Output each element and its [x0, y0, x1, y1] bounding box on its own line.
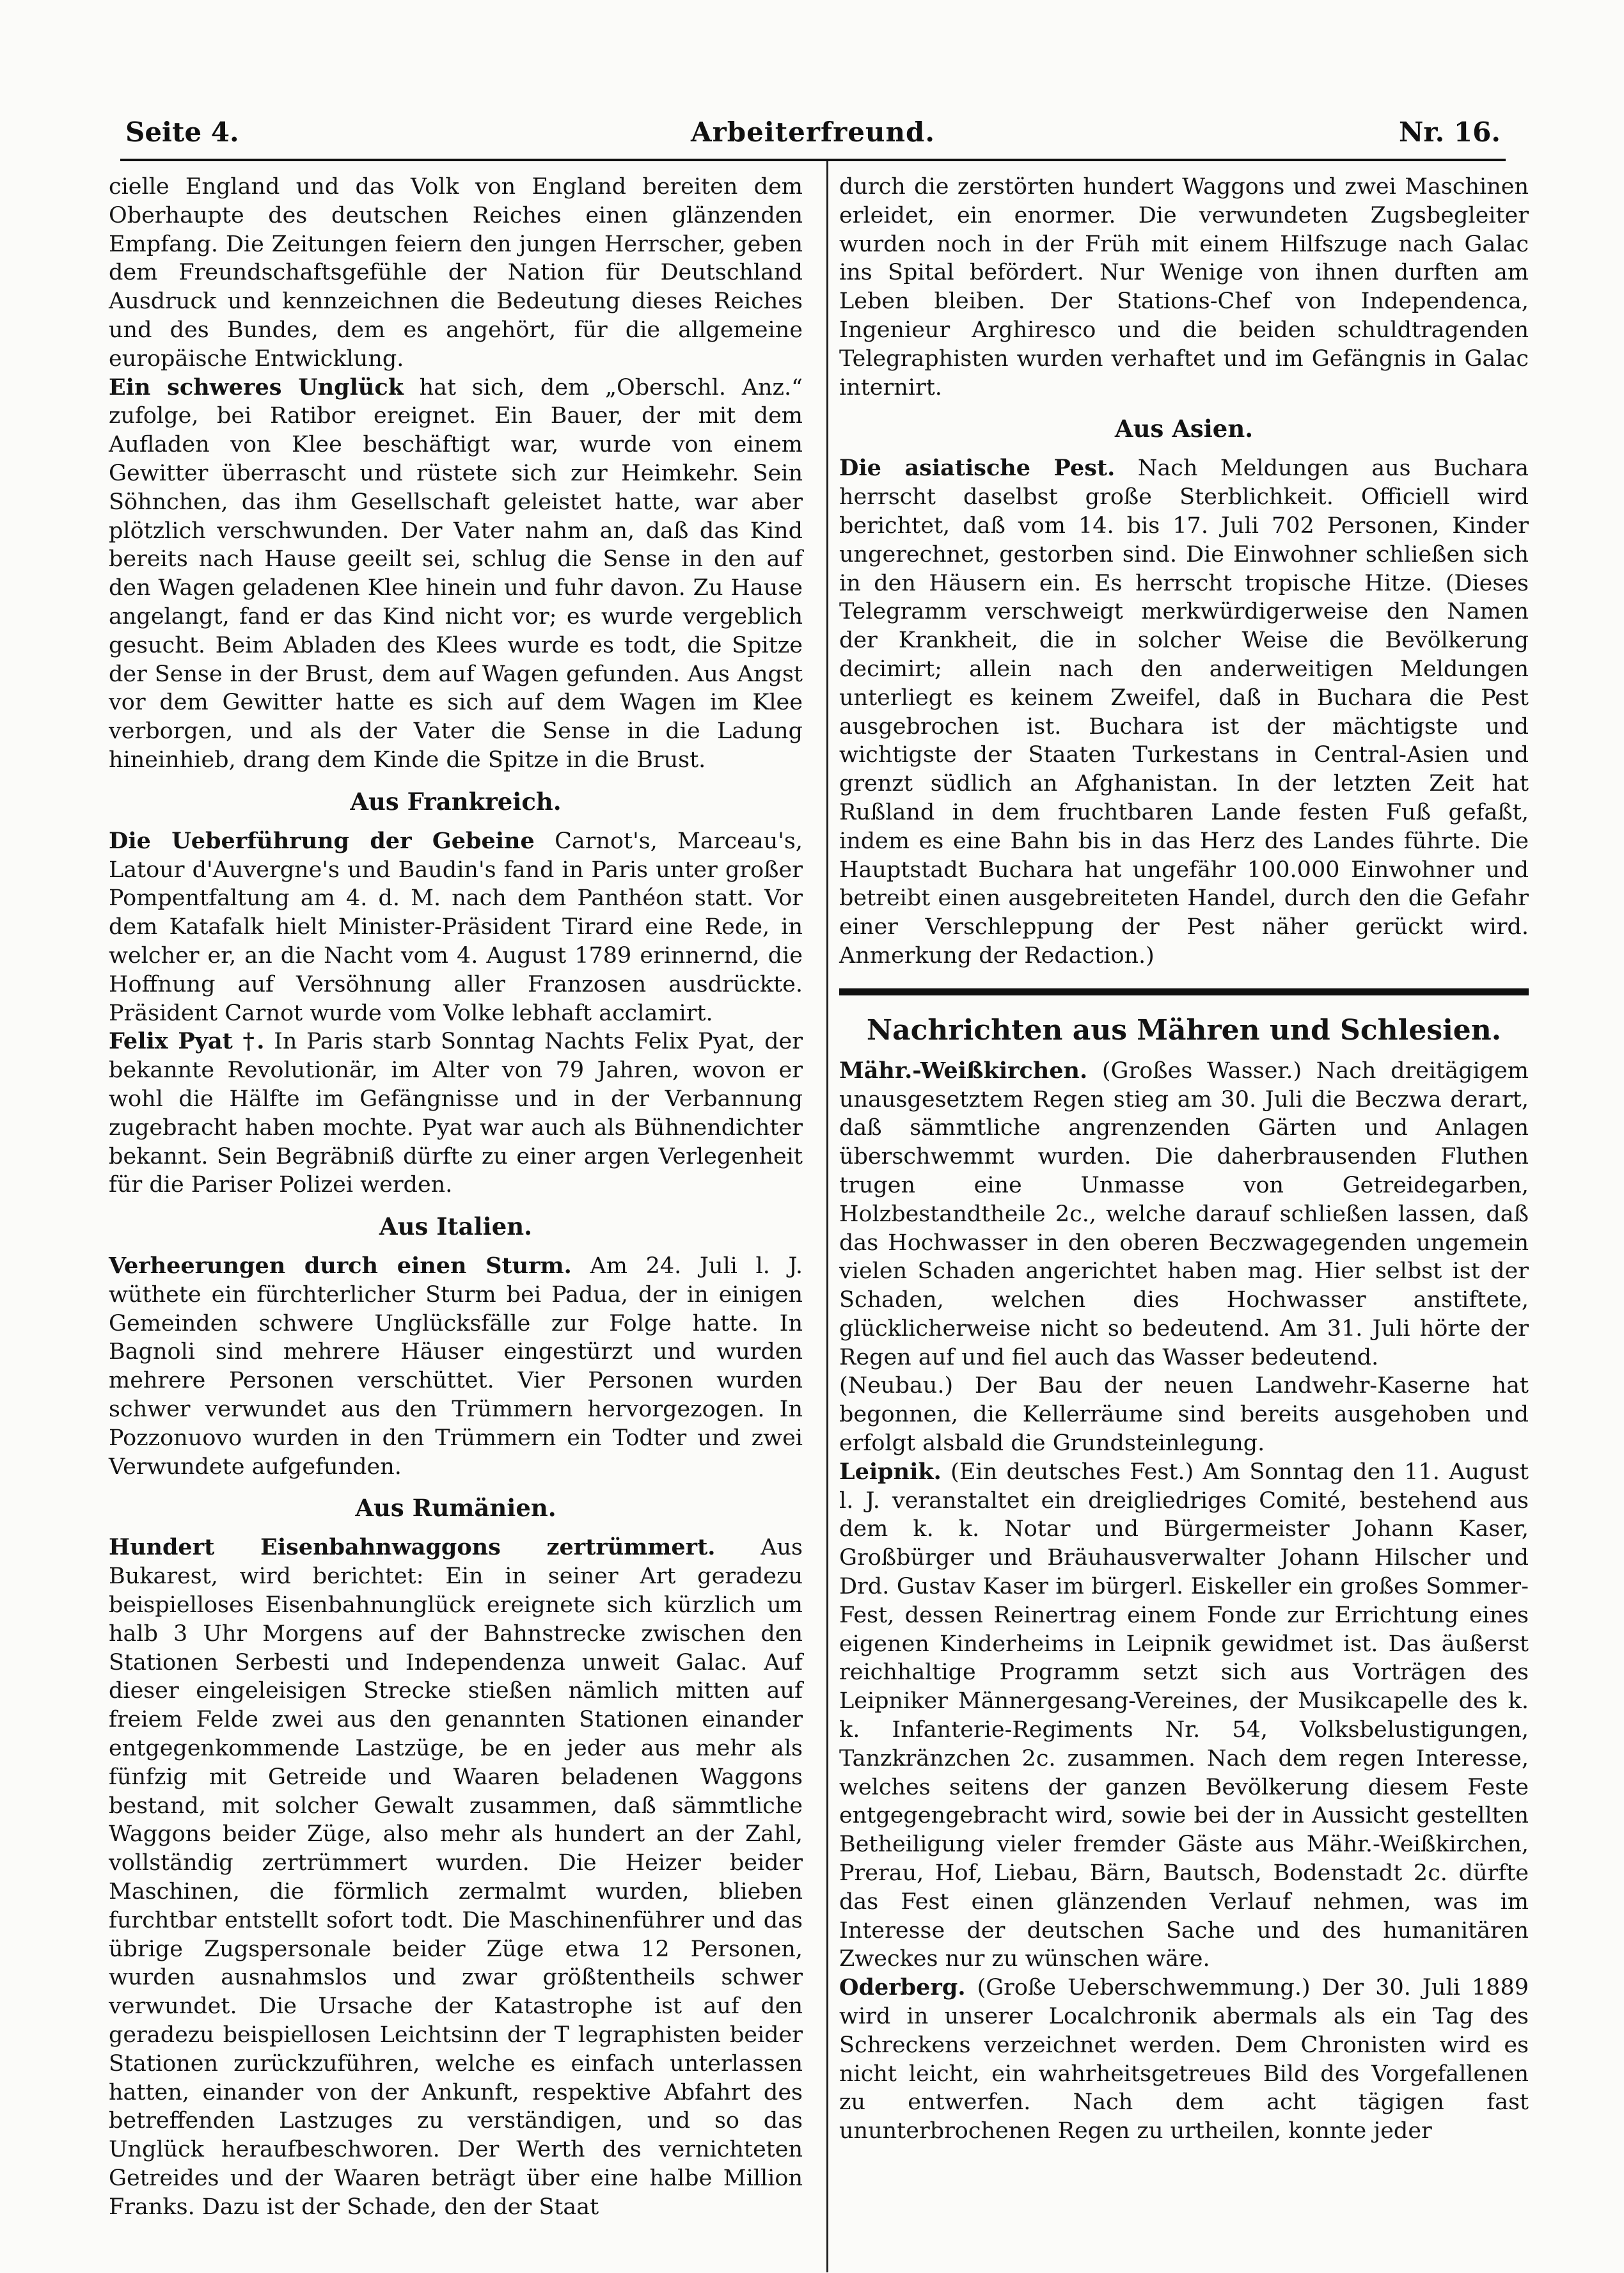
right-column — [839, 173, 1529, 2146]
article-paragraph — [839, 1458, 1529, 1974]
article-text: Am 24. Juli l. J. wüthete ein fürchterlicher Sturm bei Padua, der in einigen Gemeinden schwere Unglücksfälle zur Folge hatte. In Bagnoli sind mehrere Häuser eingestürzt und wurden mehrere Personen verschüttet. Vier Personen wurden schwer verwundet aus den Trümmern hervorgezogen. In Pozzonuovo wurden in den Trümmern ein Todter und zwei Verwundete aufgefunden. — [109, 1253, 803, 1480]
article-headline: Hundert Eisenbahnwaggons zertrümmert. — [109, 1534, 716, 1561]
article-paragraph — [109, 1252, 803, 1481]
issue-number: Nr. 16. — [1399, 116, 1501, 148]
article-text: Aus Bukarest, wird berichtet: Ein in seiner Art geradezu beispielloses Eisenbahnunglück ereignete sich kürzlich um halb 3 Uhr Morgens auf der Bahnstrecke zwischen den Stationen Serbesti und Independenza unweit Galac. Auf dieser eingeleisigen Strecke stießen nämlich mitten auf freiem Felde zwei aus den genannten Stationen einander entgegenkommende Lastzüge, be en jeder aus mehr als fünfzig mit Getreide und Waaren beladenen Waggons bestand, mit solcher Gewalt zusammen, daß sämmtliche Waggons beider Züge, also mehr als hundert an der Zahl, vollständig zertrümmert wurden. Die Heizer beider Maschinen, die förmlich zermalmt wurden, blieben furchtbar entstellt sofort todt. Die Maschinenführer und das übrige Zugspersonale beider Züge etwa 12 Personen, wurden ausnahmslos und zwar größtentheils schwer verwundet. Die Ursache der Katastrophe ist auf den geradezu beispiellosen Leichtsinn der T legraphisten beider Stationen zurückzuführen, welche es einfach unterlassen hatten, einander von der Ankunft, respektive Abfahrt des betreffenden Lastzuges zu verständigen, und so das Unglück heraufbeschworen. Der Werth des vernichteten Getreides und der Waaren beträgt über eine halbe Million Franks. Dazu ist der Schade, den der Staat — [109, 1535, 803, 2220]
section-heading: Aus Asien. — [1114, 415, 1254, 443]
section-rule — [839, 988, 1529, 995]
article-headline: Mähr.-Weißkirchen. — [839, 1057, 1088, 1084]
page-header — [125, 116, 1501, 155]
article-text: cielle England und das Volk von England bereiten dem Oberhaupte des deutschen Reiches einen glänzenden Empfang. Die Zeitungen feiern den jungen Herrscher, geben dem Freundschaftsgefühle der Nation für Deutschland Ausdruck und kennzeichnen die Bedeutung dieses Reiches und des Bundes, dem es angehört, für die allgemeine europäische Entwicklung. — [109, 174, 803, 372]
article-paragraph — [109, 1533, 803, 2221]
article-headline: Oderberg. — [839, 1974, 966, 2001]
article-paragraph — [839, 1372, 1529, 1457]
article-paragraph — [839, 173, 1529, 402]
article-text: durch die zerstörten hundert Waggons und zwei Maschinen erleidet, ein enormer. Die verwundeten Zugsbegleiter wurden noch in der Früh mit einem Hilfszuge nach Galac ins Spital befördert. Nur Wenige von ihnen durften am Leben bleiben. Der Stations-Chef von Independenca, Ingenieur Arghiresco und die beiden schuldtragenden Telegraphisten wurden verhaftet und im Gefängnis in Galac internirt. — [839, 174, 1529, 400]
article-paragraph — [109, 374, 803, 775]
header-rule — [120, 159, 1506, 161]
newspaper-title: Arbeiterfreund. — [691, 116, 935, 148]
column-divider — [826, 161, 828, 2272]
article-text: In Paris starb Sonntag Nachts Felix Pyat, der bekannte Revolutionär, im Alter von 79 Jahren, wovon er wohl die Hälfte im Gefängnisse und in der Verbannung zugebracht haben mochte. Pyat war auch als Bühnendichter bekannt. Sein Begräbniß dürfte zu einer argen Verlegenheit für die Pariser Polizei werden. — [109, 1029, 803, 1198]
article-headline: Ein schweres Unglück — [109, 374, 404, 400]
article-headline: Leipnik. — [839, 1458, 942, 1485]
article-text: (Ein deutsches Fest.) Am Sonntag den 11. August l. J. veranstaltet ein dreigliedriges Comité, bestehend aus dem k. k. Notar und Bürgermeister Johann Kaser, Großbürger und Bräuhausverwalter Johann Hilscher und Drd. Gustav Kaser im bürgerl. Eiskeller ein großes Sommer-Fest, dessen Reinertrag einem Fonde zur Errichtung eines eigenen Kinderheims in Leipnik gewidmet ist. Das äußerst reichhaltige Programm setzt sich aus Vorträgen des Leipniker Männergesang-Vereines, der Musikcapelle des k. k. Infanterie-Regiments Nr. 54, Volksbelustigungen, Tanzkränzchen 2c. zusammen. Nach dem regen Interesse, welches seitens der ganzen Bevölkerung diesem Feste entgegengebracht wird, sowie bei der in Aussicht gestellten Betheiligung vieler fremder Gäste aus Mähr.-Weißkirchen, Prerau, Hof, Liebau, Bärn, Bautsch, Bodenstadt 2c. dürfte das Fest einen glänzenden Verlauf nehmen, was im Interesse der deutschen Sache und des humanitären Zweckes nur zu wünschen wäre. — [839, 1459, 1529, 1972]
article-headline: Felix Pyat †. — [109, 1028, 265, 1055]
article-paragraph — [109, 173, 803, 374]
regional-section-title: Nachrichten aus Mähren und Schlesien. — [866, 1013, 1502, 1047]
article-paragraph — [839, 1057, 1529, 1372]
article-paragraph — [839, 1974, 1529, 2146]
article-text: Nach Meldungen aus Buchara herrscht daselbst große Sterblichkeit. Officiell wird berichtet, daß vom 14. bis 17. Juli 702 Personen, Kinder ungerechnet, gestorben sind. Die Einwohner schließen sich in den Häusern ein. Es herrscht tropische Hitze. (Dieses Telegramm verschweigt merkwürdigerweise den Namen der Krankheit, die in solcher Weise die Bevölkerung decimirt; allein nach den anderweitigen Meldungen unterliegt es keinem Zweifel, daß in Buchara die Pest ausgebrochen ist. Buchara ist der mächtigste und wichtigste der Staaten Turkestans in Central-Asien und grenzt südlich an Afghanistan. In der letzten Zeit hat Rußland in dem fruchtbaren Lande festen Fuß gefaßt, indem es eine Bahn bis in das Herz des Landes führte. Die Hauptstadt Buchara hat ungefähr 100.000 Einwohner und betreibt einen ausgebreiteten Handel, durch den die Gefahr einer Verschleppung der Pest näher gerückt wird. Anmerkung der Redaction.) — [839, 455, 1529, 969]
article-paragraph — [109, 1027, 803, 1200]
article-paragraph — [839, 454, 1529, 970]
article-headline: Die Ueberführung der Gebeine — [109, 827, 535, 854]
article-paragraph — [109, 827, 803, 1028]
article-text: (Große Ueberschwemmung.) Der 30. Juli 1889 wird in unserer Localchronik abermals als ein Tag des Schreckens verzeichnet werden. Dem Chronisten wird es nicht leicht, ein wahrheitsgetreues Bild des Vorgefallenen zu entwerfen. Nach dem acht tägigen fast ununterbrochenen Regen zu urtheilen, konnte jeder — [839, 1975, 1529, 2144]
article-text: Carnot's, Marceau's, Latour d'Auvergne's und Baudin's fand in Paris unter großer Pompentfaltung am 4. d. M. nach dem Panthéon statt. Vor dem Katafalk hielt Minister-Präsident Tirard eine Rede, in welcher er, an die Nacht vom 4. August 1789 erinnernd, die Hoffnung auf Versöhnung aller Franzosen ausdrückte. Präsident Carnot wurde vom Volke lebhaft acclamirt. — [109, 828, 803, 1026]
left-column — [109, 173, 803, 2222]
article-text: hat sich, dem „Oberschl. Anz.“ zufolge, bei Ratibor ereignet. Ein Bauer, der mit dem Aufladen von Klee beschäftigt war, wurde von einem Gewitter überrascht und rüstete sich zur Heimkehr. Sein Söhnchen, das ihm Gesellschaft geleistet hatte, war aber plötzlich verschwunden. Der Vater nahm an, daß das Kind bereits nach Hause geeilt sei, schlug die Sense in den auf den Wagen geladenen Klee hinein und fuhr davon. Zu Hause angelangt, fand er das Kind nicht vor; es wurde vergeblich gesucht. Beim Abladen des Klees wurde es todt, die Spitze der Sense in der Brust, dem auf Wagen gefunden. Aus Angst vor dem Gewitter hatte es sich auf dem Wagen im Klee verborgen, und als der Vater die Sense in die Ladung hineinhieb, drang dem Kinde die Spitze in die Brust. — [109, 374, 803, 773]
article-text: (Neubau.) Der Bau der neuen Landwehr-Kaserne hat begonnen, die Kellerräume sind bereits ausgehoben und erfolgt alsbald die Grundsteinlegung. — [839, 1373, 1529, 1457]
section-heading: Aus Rumänien. — [355, 1494, 556, 1523]
article-headline: Die asiatische Pest. — [839, 455, 1116, 482]
article-text: (Großes Wasser.) Nach dreitägigem unausgesetztem Regen stieg am 30. Juli die Beczwa derart, daß sämmtliche angrenzenden Gärten und Anlagen überschwemmt wurden. Die daherbrausenden Fluthen trugen eine Unmasse von Getreidegarben, Holzbestandtheile 2c., welche darauf schließen lassen, daß das Hochwasser in den oberen Beczwagegenden ungemein vielen Schaden angerichtet haben mag. Hier selbst ist der Schaden, welchen dies Hochwasser anstiftete, glücklicherweise nicht so bedeutend. Am 31. Juli hörte der Regen auf und fiel auch das Wasser bedeutend. — [839, 1057, 1529, 1370]
section-heading: Aus Italien. — [379, 1212, 533, 1241]
page-number: Seite 4. — [125, 116, 239, 148]
article-headline: Verheerungen durch einen Sturm. — [109, 1253, 572, 1279]
section-heading: Aus Frankreich. — [350, 787, 562, 816]
